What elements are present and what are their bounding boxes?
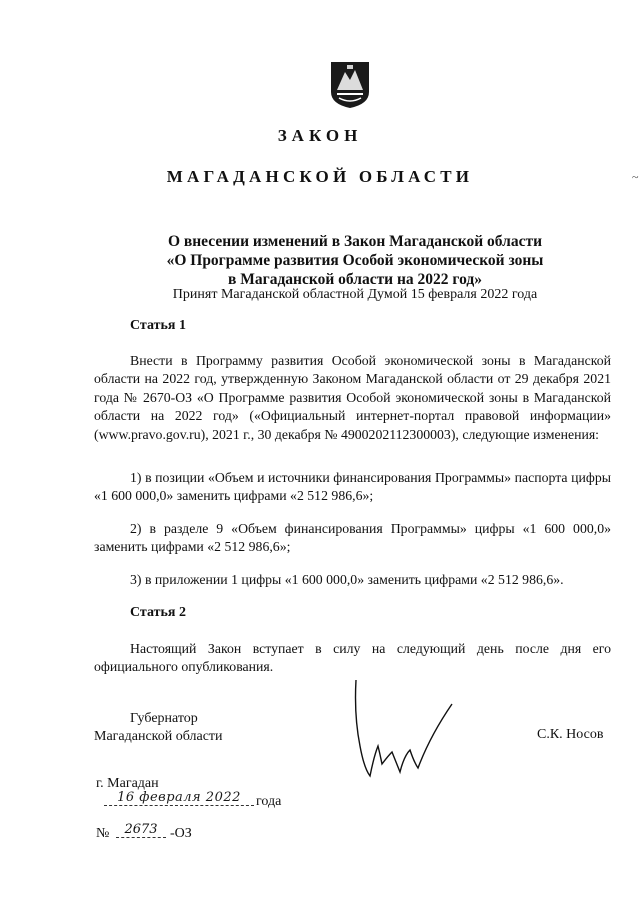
handwritten-date: 16 февраля 2022 (104, 790, 254, 806)
number-sign: № (96, 826, 110, 841)
signatory-position (94, 710, 223, 746)
article-1-item-2: 2) в разделе 9 «Объем финансирования Программы» цифры «1 600 000,0» заменить цифрами «2 512 986,6»; (94, 521, 611, 555)
signatory-title: Губернатор (130, 711, 198, 726)
adoption-note: Принят Магаданской областной Думой 15 февраля 2022 года (172, 287, 538, 302)
subject-line-2: «О Программе развития Особой экономической зоны (166, 252, 544, 269)
article-1-item-1: 1) в позиции «Объем и источники финансирования Программы» паспорта цифры «1 600 000,0» заменить цифрами «2 512 986,6»; (94, 470, 611, 504)
article-2-heading: Статья 2 (130, 605, 186, 620)
signatory-region: Магаданской области (94, 729, 223, 744)
handwritten-signature (340, 676, 470, 786)
document-subtitle: МАГАДАНСКОЙ ОБЛАСТИ (166, 167, 474, 186)
page-edge-mark: ~ (632, 170, 639, 184)
article-2-text: Настоящий Закон вступает в силу на следующий день после дня его официального опубликования. (94, 641, 611, 675)
handwritten-number: 2673 (116, 822, 166, 838)
coat-of-arms-icon (329, 60, 371, 110)
signing-date (96, 792, 316, 814)
law-subject (95, 232, 615, 289)
number-suffix: -ОЗ (170, 826, 192, 841)
subject-line-1: О внесении изменений в Закон Магаданской области (167, 233, 543, 250)
date-suffix: года (256, 794, 282, 809)
document-title: ЗАКОН (277, 126, 363, 145)
article-1-intro: Внести в Программу развития Особой экономической зоны в Магаданской области на 2022 год, утвержденную Законом Магаданской области от 29 декабря 2021 года № 2670-ОЗ «О Программе развития Особой экономической зоны в Магаданской области на 2022 год» («Официальный интернет-портал правовой информации» (www.pravo.gov.ru), 2021 г., 30 декабря № 4900202112300003), следующие изменения: (94, 353, 611, 442)
law-number (96, 822, 216, 848)
article-1-item-3: 3) в приложении 1 цифры «1 600 000,0» заменить цифрами «2 512 986,6». (130, 572, 564, 587)
signatory-name: С.К. Носов (537, 727, 604, 742)
place-of-signing: г. Магадан (96, 776, 159, 791)
article-1-heading: Статья 1 (130, 318, 186, 333)
subject-line-3: в Магаданской области на 2022 год» (228, 271, 482, 288)
